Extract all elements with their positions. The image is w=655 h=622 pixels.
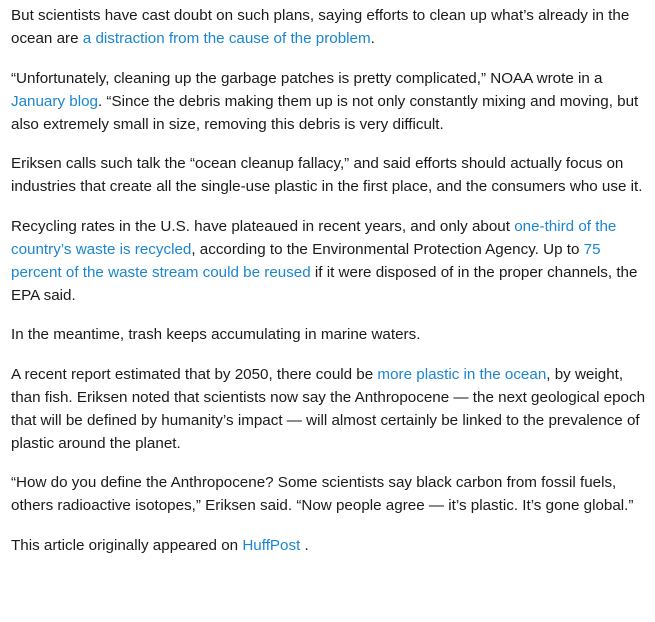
text: Recycling rates in the U.S. have plateaued in recent years, and only about [11,217,515,235]
link-more-plastic-in-ocean[interactable]: more plastic in the ocean [377,365,547,383]
text: . “Since the debris making them up is not only constantly mixing and moving, but also extremely small in size, removing this debris is very difficult. [11,92,639,133]
link-one-third-recycled[interactable]: one-third of the country’s waste is recycled [11,217,617,258]
paragraph-noaa-quote [11,67,647,136]
text: if it were disposed of in the proper channels, the EPA said. [11,263,638,304]
paragraph-plastic-vs-fish [11,363,647,455]
link-75-percent-reused[interactable]: 75 percent of the waste stream could be reused [11,240,601,281]
text: . [300,536,309,554]
text: But scientists have cast doubt on such plans, saying efforts to clean up what’s already in the ocean are [11,7,630,47]
text: “How do you define the Anthropocene? Some scientists say black carbon from fossil fuels, others radioactive isotopes,” Eriksen said. “Now people agree — it’s plastic. It’s gone global.” [11,474,634,514]
text: In the meantime, trash keeps accumulating in marine waters. [11,326,421,343]
paragraph-trash-accumulating [11,323,647,346]
paragraph-source-credit [11,534,647,557]
text: Eriksen calls such talk the “ocean cleanup fallacy,” and said efforts should actually focus on industries that create all the single-use plastic in the first place, and the consumers who use it. [11,155,643,195]
text: , according to the Environmental Protection Agency. Up to [191,240,584,258]
paragraph-recycling-rates [11,215,647,307]
link-january-blog[interactable]: January blog [11,92,98,110]
text: “Unfortunately, cleaning up the garbage patches is pretty complicated,” NOAA wrote in a [11,69,603,87]
paragraph-anthropocene-quote [11,471,647,517]
text: This article originally appeared on [11,536,243,554]
link-huffpost[interactable]: HuffPost [242,536,301,554]
text: , by weight, than fish. Eriksen noted that scientists now say the Anthropocene — the next geological epoch that will be defined by humanity’s impact — will almost certainly be linked to the prevalence of plastic around the planet. [11,365,646,452]
text: A recent report estimated that by 2050, there could be [11,365,378,383]
paragraph-cleanup-doubt [11,4,647,50]
paragraph-cleanup-fallacy [11,152,647,198]
link-distraction-from-cause[interactable]: a distraction from the cause of the problem [82,30,371,47]
text: . [370,30,375,47]
